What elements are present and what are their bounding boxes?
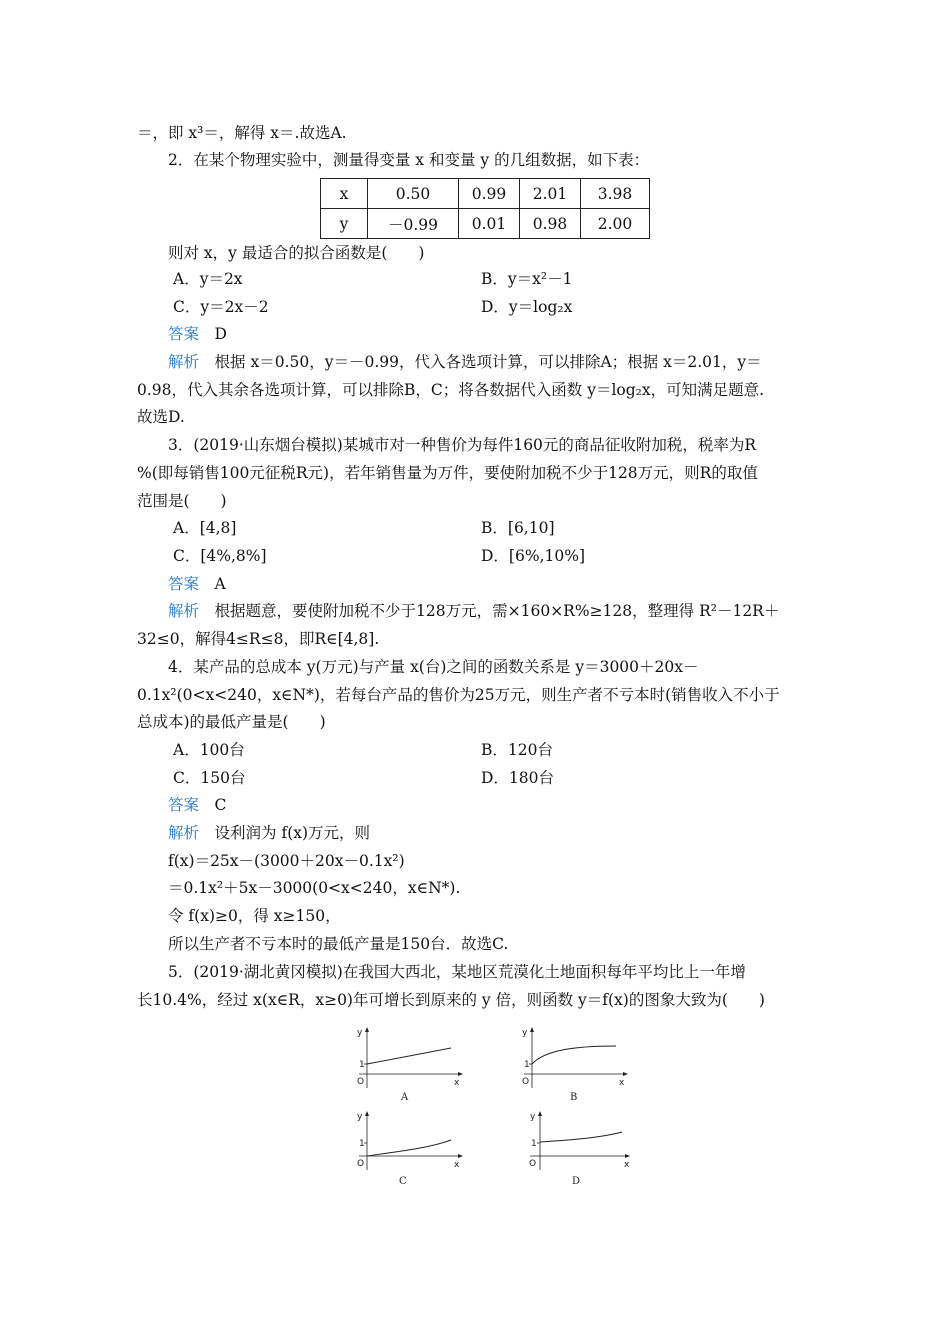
question-3-stem: 3．(2019·山东烟台模拟)某城市对一种售价为每件160元的商品征收附加税，税率为R bbox=[168, 436, 757, 454]
question-3-stem: %(即每销售100元征税R元)，若年销售量为万件，要使附加税不少于128万元，则R的取值 bbox=[137, 464, 758, 482]
axis-y-label: y bbox=[357, 1028, 363, 1038]
option-d: D．y＝log₂x bbox=[481, 298, 573, 316]
question-4-stem: 4．某产品的总成本 y(万元)与产量 x(台)之间的函数关系是 y＝3000＋20x－ bbox=[168, 658, 699, 676]
option-c: C．y＝2x－2 bbox=[173, 298, 269, 316]
option-d: D．[6%,10%] bbox=[481, 547, 585, 565]
option-c: C．[4%,8%] bbox=[173, 547, 267, 565]
analysis-text: 故选D. bbox=[137, 408, 185, 426]
question-2-stem: 2．在某个物理实验中，测量得变量 x 和变量 y 的几组数据，如下表： bbox=[168, 151, 650, 169]
graph-label-b: B bbox=[570, 1092, 578, 1103]
table-row-y bbox=[321, 209, 650, 239]
axis-y-label: y bbox=[530, 1112, 536, 1122]
table-cell: 2.01 bbox=[520, 179, 581, 209]
analysis-text: f(x)＝25x－(3000＋20x－0.1x²) bbox=[168, 852, 405, 870]
answer-line bbox=[168, 573, 848, 595]
analysis-text: 32≤0，解得4≤R≤8，即R∈[4,8]. bbox=[137, 630, 380, 648]
origin-label: O bbox=[522, 1077, 530, 1087]
analysis-text: 所以生产者不亏本时的最低产量是150台．故选C. bbox=[168, 935, 509, 953]
option-d: D．180台 bbox=[481, 769, 555, 787]
table-cell: 0.01 bbox=[459, 209, 520, 239]
graph-c bbox=[357, 1111, 463, 1187]
analysis-line bbox=[168, 822, 848, 844]
question-5-stem: 长10.4%，经过 x(x∈R，x≥0)年可增长到原来的 y 倍，则函数 y＝f(x)的图象大致为( ) bbox=[137, 991, 765, 1009]
table-cell: 0.50 bbox=[368, 179, 459, 209]
analysis-text: 根据题意，要使附加税不少于128万元，需×160×R%≥128，整理得 R²－12R＋ bbox=[214, 602, 780, 620]
analysis-line bbox=[168, 351, 848, 373]
option-c: C．150台 bbox=[173, 769, 246, 787]
answer-value: C bbox=[214, 796, 227, 814]
table-cell: 0.99 bbox=[459, 179, 520, 209]
origin-label: O bbox=[529, 1159, 537, 1169]
one-label: 1 bbox=[359, 1139, 365, 1149]
analysis-label: 解析 bbox=[168, 602, 200, 620]
axis-y-label: y bbox=[522, 1028, 528, 1038]
table-cell: －0.99 bbox=[368, 209, 459, 239]
axis-y-label: y bbox=[357, 1112, 363, 1122]
one-label: 1 bbox=[531, 1139, 537, 1149]
question-2-ask: 则对 x，y 最适合的拟合函数是( ) bbox=[168, 244, 425, 262]
table-cell: 2.00 bbox=[581, 209, 650, 239]
analysis-label: 解析 bbox=[168, 353, 200, 371]
analysis-text: 设利润为 f(x)万元，则 bbox=[214, 824, 371, 842]
answer-value: D bbox=[214, 325, 227, 343]
origin-label: O bbox=[357, 1159, 365, 1169]
axis-x-label: x bbox=[454, 1078, 460, 1088]
analysis-text: 0.98，代入其余各选项计算，可以排除B，C；将各数据代入函数 y＝log₂x，可知满足题意. bbox=[137, 381, 765, 399]
option-b: B．120台 bbox=[481, 741, 553, 759]
option-a: A．100台 bbox=[173, 741, 245, 759]
option-a: A．y＝2x bbox=[173, 270, 243, 288]
answer-label: 答案 bbox=[168, 325, 200, 343]
answer-line bbox=[168, 323, 848, 345]
graph-label-d: D bbox=[572, 1176, 581, 1187]
graph-label-c: C bbox=[399, 1176, 407, 1187]
table-cell: x bbox=[321, 179, 368, 209]
analysis-text: 令 f(x)≥0，得 x≥150， bbox=[168, 907, 341, 925]
table-row-x bbox=[321, 179, 650, 209]
analysis-text: 根据 x＝0.50，y＝－0.99，代入各选项计算，可以排除A；根据 x＝2.01，y＝ bbox=[214, 353, 762, 371]
question-4-stem: 总成本)的最低产量是( ) bbox=[137, 713, 326, 731]
graph-d bbox=[529, 1111, 630, 1187]
table-cell: 0.98 bbox=[520, 209, 581, 239]
option-b: B．[6,10] bbox=[481, 519, 555, 537]
data-table bbox=[320, 178, 650, 239]
option-b: B．y＝x²－1 bbox=[481, 270, 573, 288]
graph-label-a: A bbox=[401, 1092, 409, 1103]
question-5-stem: 5．(2019·湖北黄冈模拟)在我国大西北，某地区荒漠化土地面积每年平均比上一年增 bbox=[168, 963, 746, 981]
one-label: 1 bbox=[359, 1060, 365, 1070]
option-a: A．[4,8] bbox=[173, 519, 237, 537]
table-cell: 3.98 bbox=[581, 179, 650, 209]
question-4-stem: 0.1x²(0<x<240，x∈N*)，若每台产品的售价为25万元，则生产者不亏本时(销售收入不小于 bbox=[137, 686, 780, 704]
text-line: ＝，即 x³＝，解得 x＝.故选A. bbox=[137, 124, 347, 142]
table-cell: y bbox=[321, 209, 368, 239]
graph-a bbox=[357, 1027, 463, 1103]
one-label: 1 bbox=[524, 1060, 530, 1070]
analysis-label: 解析 bbox=[168, 824, 200, 842]
analysis-line bbox=[168, 600, 848, 622]
answer-label: 答案 bbox=[168, 575, 200, 593]
axis-x-label: x bbox=[619, 1078, 625, 1088]
answer-value: A bbox=[214, 575, 226, 593]
answer-graphs bbox=[335, 1022, 645, 1197]
analysis-text: ＝0.1x²＋5x－3000(0<x<240，x∈N*). bbox=[168, 879, 461, 897]
answer-label: 答案 bbox=[168, 796, 200, 814]
axis-x-label: x bbox=[454, 1160, 460, 1170]
question-3-stem: 范围是( ) bbox=[137, 492, 227, 510]
graph-b bbox=[522, 1027, 628, 1103]
answer-line bbox=[168, 794, 848, 816]
origin-label: O bbox=[357, 1077, 365, 1087]
axis-x-label: x bbox=[624, 1160, 630, 1170]
